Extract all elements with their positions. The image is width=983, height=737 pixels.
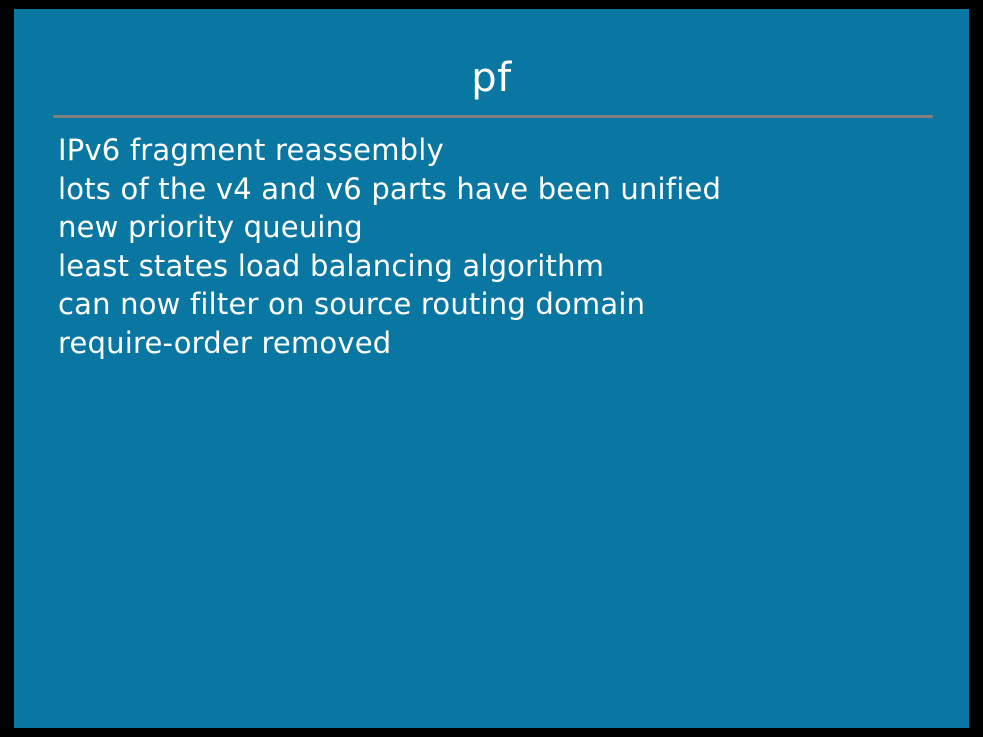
bullet-list <box>58 131 938 362</box>
list-item: least states load balancing algorithm <box>58 248 605 283</box>
presentation-slide <box>14 9 969 728</box>
list-item: new priority queuing <box>58 210 363 244</box>
list-item: lots of the v4 and v6 parts have been unified <box>58 171 722 206</box>
list-item: require-order removed <box>58 325 392 360</box>
list-item: IPv6 fragment reassembly <box>58 133 444 167</box>
list-item: can now filter on source routing domain <box>58 287 646 321</box>
page-title: pf <box>471 55 512 101</box>
title-divider <box>53 115 933 118</box>
